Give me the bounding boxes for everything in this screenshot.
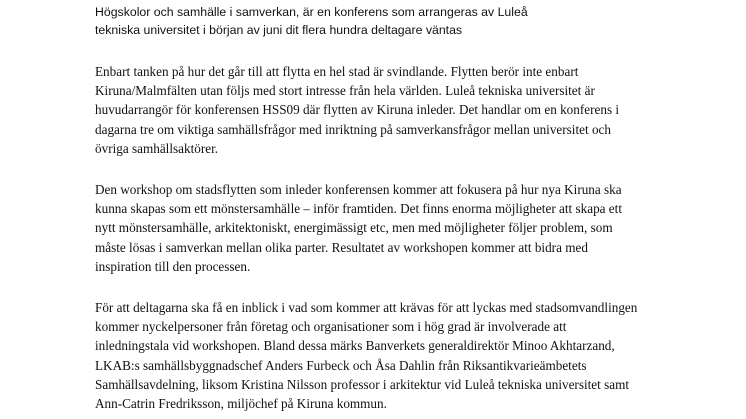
lead-line: tekniska universitet i början av juni dit flera hundra deltagare väntas: [95, 23, 463, 37]
paragraph-line: Enbart tanken på hur det går till att flytta en hel stad är svindlande. Flytten berör inte enbart: [95, 64, 579, 79]
paragraph-line: kommer nyckelpersoner från företag och organisationer som i hög grad är involverade att: [95, 319, 567, 335]
paragraph-line: Den workshop om stadsflytten som inleder konferensen kommer att fokusera på hur nya Kiruna ska: [95, 182, 622, 197]
paragraph-line: För att deltagarna ska få en inblick i vad som kommer att krävas för att lyckas med stadsomvandlingen: [95, 300, 638, 315]
paragraph-line: nytt mönstersamhälle, arkitektoniskt, energimässigt etc, men med möjligheter följer problem, som: [95, 220, 613, 236]
lead-line: Högskolor och samhälle i samverkan, är en konferens som arrangeras av Luleå: [95, 5, 528, 19]
paragraph-line: Ann-Catrin Fredriksson, miljöchef på Kiruna kommun.: [95, 396, 387, 412]
paragraph-line: övriga samhällsaktörer.: [95, 140, 219, 156]
paragraph-line: Samhällsavdelning, liksom Kristina Nilsson professor i arkitektur vid Luleå tekniska universitet samt: [95, 376, 630, 392]
paragraph-line: dagarna tre om viktiga samhällsfrågor med inriktning på samverkansfrågor mellan universitet och: [95, 121, 611, 137]
paragraph-speakers: [95, 298, 655, 413]
paragraph-line: huvudarrangör för konferensen HSS09 där flytten av Kiruna inleder. Det handlar om en konferens i: [95, 102, 620, 118]
paragraph-intro: [95, 62, 655, 158]
paragraph-line: Kiruna/Malmfälten utan följs med stort intresse från hela världen. Luleå tekniska universitet är: [95, 83, 595, 99]
paragraph-line: inledningstala vid workshopen. Bland dessa märks Banverkets generaldirektör Minoo Akhtarzand,: [95, 338, 615, 354]
paragraph-line: måste lösas i samverkan mellan olika parter. Resultatet av workshopen kommer att bidra med: [95, 239, 588, 255]
paragraph-line: kunna skapas som ett mönstersamhälle – inför framtiden. Det finns enorma möjligheter att skapa ett: [95, 201, 622, 217]
paragraph-line: LKAB:s samhällsbyggnadschef Anders Furbeck och Åsa Dahlin från Riksantikvarieämbetets: [95, 357, 587, 373]
document-page: [95, 0, 655, 412]
paragraph-workshop: [95, 180, 655, 276]
lead-text: [95, 0, 655, 39]
paragraph-line: inspiration till den processen.: [95, 258, 251, 274]
